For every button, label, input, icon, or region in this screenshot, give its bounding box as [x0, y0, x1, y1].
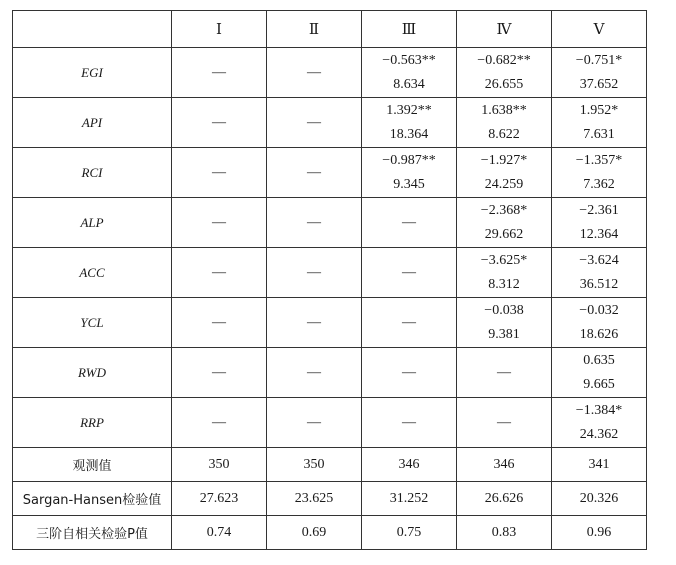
value-cell-content	[552, 399, 646, 447]
table-row	[13, 198, 647, 248]
value-cell	[552, 198, 647, 248]
value-cell	[172, 248, 267, 298]
value-cell-content	[267, 411, 361, 435]
value-cell-content	[172, 211, 266, 235]
statistic: 7.631	[583, 126, 615, 142]
stat-value: 0.74	[172, 516, 267, 550]
value-cell-content	[552, 249, 646, 297]
value-cell	[552, 98, 647, 148]
value-cell	[362, 198, 457, 248]
header-corner-cell	[13, 11, 172, 48]
value-cell	[362, 298, 457, 348]
stat-value: 0.83	[457, 516, 552, 550]
value-cell	[362, 398, 457, 448]
stat-row	[13, 448, 647, 482]
empty-dash: —	[212, 264, 226, 280]
value-cell-content	[552, 199, 646, 247]
value-cell	[457, 298, 552, 348]
row-label: RWD	[13, 348, 172, 398]
coefficient: 1.638**	[481, 102, 527, 118]
value-cell-content	[457, 361, 551, 385]
value-cell	[267, 98, 362, 148]
value-cell-content	[267, 361, 361, 385]
value-cell	[457, 348, 552, 398]
header-row	[13, 11, 647, 48]
value-cell-content	[457, 49, 551, 97]
value-cell-content	[172, 261, 266, 285]
empty-dash: —	[212, 414, 226, 430]
value-cell-content	[172, 361, 266, 385]
value-cell-content	[172, 61, 266, 85]
value-cell-content	[457, 199, 551, 247]
row-label: ALP	[13, 198, 172, 248]
coefficient: −3.625*	[480, 252, 528, 268]
stat-row	[13, 482, 647, 516]
value-cell	[457, 148, 552, 198]
empty-dash: —	[212, 214, 226, 230]
stat-value: 27.623	[172, 482, 267, 516]
value-cell-content	[457, 411, 551, 435]
value-cell-content	[267, 311, 361, 335]
value-cell	[172, 148, 267, 198]
value-cell	[362, 348, 457, 398]
value-cell	[172, 98, 267, 148]
value-cell-content	[267, 261, 361, 285]
empty-dash: —	[307, 164, 321, 180]
row-label: API	[13, 98, 172, 148]
row-label: RRP	[13, 398, 172, 448]
value-cell-content	[457, 299, 551, 347]
value-cell-content	[267, 211, 361, 235]
statistic: 9.381	[488, 326, 520, 342]
empty-dash: —	[307, 364, 321, 380]
value-cell	[457, 248, 552, 298]
value-cell-content	[362, 261, 456, 285]
empty-dash: —	[402, 264, 416, 280]
value-cell	[552, 248, 647, 298]
value-cell	[552, 48, 647, 98]
value-cell-content	[267, 111, 361, 135]
empty-dash: —	[212, 364, 226, 380]
stat-value: 31.252	[362, 482, 457, 516]
stat-value: 0.75	[362, 516, 457, 550]
empty-dash: —	[497, 414, 511, 430]
value-cell	[552, 148, 647, 198]
value-cell-content	[552, 149, 646, 197]
statistic: 8.312	[488, 276, 520, 292]
empty-dash: —	[212, 164, 226, 180]
stat-value: 346	[362, 448, 457, 482]
table-row	[13, 298, 647, 348]
empty-dash: —	[212, 114, 226, 130]
value-cell	[457, 98, 552, 148]
value-cell	[267, 148, 362, 198]
value-cell-content	[362, 49, 456, 97]
coefficient: −1.927*	[480, 152, 528, 168]
value-cell-content	[267, 61, 361, 85]
stat-label: Sargan-Hansen检验值	[13, 482, 172, 516]
empty-dash: —	[307, 314, 321, 330]
empty-dash: —	[307, 414, 321, 430]
value-cell	[362, 248, 457, 298]
coefficient: −0.682**	[477, 52, 531, 68]
coefficient: 1.392**	[386, 102, 432, 118]
statistic: 37.652	[579, 76, 619, 92]
row-label: RCI	[13, 148, 172, 198]
empty-dash: —	[307, 114, 321, 130]
stat-value: 0.69	[267, 516, 362, 550]
stat-value: 350	[172, 448, 267, 482]
coefficient: −2.368*	[480, 202, 528, 218]
empty-dash: —	[402, 364, 416, 380]
table-row	[13, 98, 647, 148]
stat-value: 350	[267, 448, 362, 482]
empty-dash: —	[212, 64, 226, 80]
empty-dash: —	[307, 264, 321, 280]
value-cell-content	[552, 49, 646, 97]
value-cell-content	[362, 411, 456, 435]
empty-dash: —	[402, 214, 416, 230]
value-cell-content	[552, 349, 646, 397]
coefficient: −0.563**	[382, 52, 436, 68]
coefficient: −0.038	[484, 302, 524, 318]
statistic: 9.665	[583, 376, 615, 392]
header-col-5: Ⅴ	[552, 11, 647, 48]
value-cell	[362, 148, 457, 198]
coefficient: −0.751*	[575, 52, 623, 68]
table-row	[13, 348, 647, 398]
header-col-3: Ⅲ	[362, 11, 457, 48]
value-cell-content	[457, 149, 551, 197]
value-cell-content	[362, 99, 456, 147]
empty-dash: —	[497, 364, 511, 380]
value-cell	[362, 98, 457, 148]
value-cell	[172, 398, 267, 448]
statistic: 24.259	[484, 176, 524, 192]
stat-value: 346	[457, 448, 552, 482]
statistic: 12.364	[579, 226, 619, 242]
value-cell	[172, 198, 267, 248]
statistic: 26.655	[484, 76, 524, 92]
value-cell-content	[172, 111, 266, 135]
row-label: YCL	[13, 298, 172, 348]
stat-value: 20.326	[552, 482, 647, 516]
coefficient: −1.357*	[575, 152, 623, 168]
stat-label: 观测值	[13, 448, 172, 482]
empty-dash: —	[402, 314, 416, 330]
value-cell-content	[172, 411, 266, 435]
value-cell	[552, 348, 647, 398]
value-cell	[552, 298, 647, 348]
empty-dash: —	[212, 314, 226, 330]
statistic: 24.362	[579, 426, 619, 442]
value-cell-content	[172, 161, 266, 185]
value-cell	[267, 198, 362, 248]
statistic: 36.512	[579, 276, 619, 292]
value-cell-content	[457, 99, 551, 147]
coefficient: 0.635	[583, 352, 615, 368]
statistic: 18.364	[389, 126, 429, 142]
table-row	[13, 248, 647, 298]
stat-value: 23.625	[267, 482, 362, 516]
value-cell	[457, 48, 552, 98]
value-cell	[267, 48, 362, 98]
coefficient: −0.987**	[382, 152, 436, 168]
value-cell-content	[172, 311, 266, 335]
value-cell-content	[362, 361, 456, 385]
stat-value: 341	[552, 448, 647, 482]
header-col-1: Ⅰ	[172, 11, 267, 48]
value-cell	[267, 398, 362, 448]
statistic: 8.634	[393, 76, 425, 92]
value-cell-content	[457, 249, 551, 297]
row-label: EGI	[13, 48, 172, 98]
value-cell-content	[267, 161, 361, 185]
stat-row	[13, 516, 647, 550]
value-cell-content	[552, 299, 646, 347]
value-cell-content	[362, 149, 456, 197]
value-cell-content	[362, 211, 456, 235]
coefficient: −1.384*	[575, 402, 623, 418]
value-cell-content	[362, 311, 456, 335]
coefficient: −3.624	[579, 252, 619, 268]
value-cell	[552, 398, 647, 448]
value-cell	[267, 298, 362, 348]
value-cell-content	[552, 99, 646, 147]
statistic: 29.662	[484, 226, 524, 242]
stat-value: 26.626	[457, 482, 552, 516]
empty-dash: —	[307, 64, 321, 80]
stat-label: 三阶自相关检验P值	[13, 516, 172, 550]
value-cell	[457, 198, 552, 248]
value-cell	[457, 398, 552, 448]
statistic: 7.362	[583, 176, 615, 192]
table-row	[13, 48, 647, 98]
value-cell	[172, 298, 267, 348]
statistic: 8.622	[488, 126, 520, 142]
value-cell	[172, 348, 267, 398]
value-cell	[362, 48, 457, 98]
header-col-2: Ⅱ	[267, 11, 362, 48]
statistic: 18.626	[579, 326, 619, 342]
value-cell	[267, 248, 362, 298]
statistic: 9.345	[393, 176, 425, 192]
coefficient: −2.361	[579, 202, 619, 218]
row-label: ACC	[13, 248, 172, 298]
regression-results-table	[12, 10, 647, 550]
table-row	[13, 148, 647, 198]
empty-dash: —	[307, 214, 321, 230]
value-cell	[172, 48, 267, 98]
table-body	[13, 11, 647, 550]
value-cell	[267, 348, 362, 398]
stat-value: 0.96	[552, 516, 647, 550]
coefficient: −0.032	[579, 302, 619, 318]
header-col-4: Ⅳ	[457, 11, 552, 48]
empty-dash: —	[402, 414, 416, 430]
table-row	[13, 398, 647, 448]
coefficient: 1.952*	[579, 102, 619, 118]
